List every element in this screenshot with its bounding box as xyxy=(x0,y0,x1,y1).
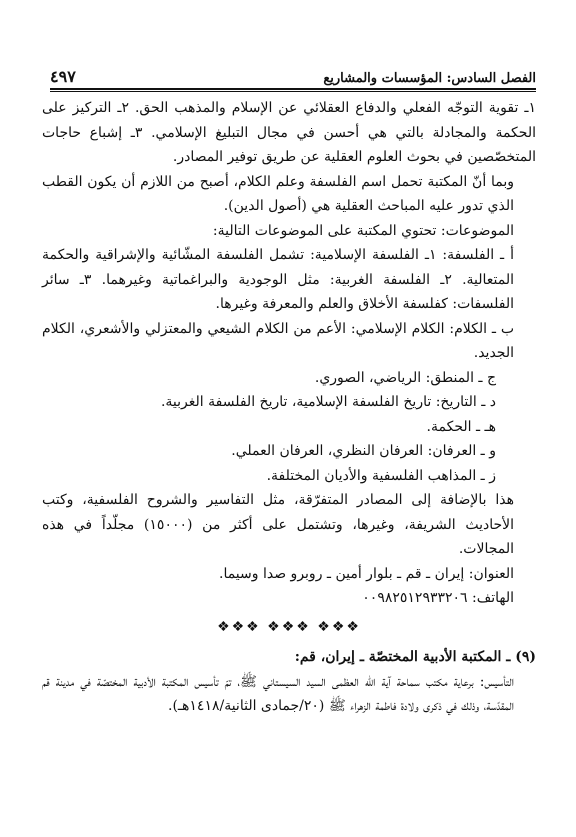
topic-logic: ج ـ المنطق: الرياضي، الصوري. xyxy=(314,369,496,386)
topic-history: د ـ التاريخ: تاريخ الفلسفة الإسلامية، تاريخ الفلسفة الغربية. xyxy=(160,394,496,410)
page-number: ٤٩٧ xyxy=(50,67,76,86)
chapter-title: الفصل السادس: المؤسسات والمشاريع xyxy=(323,71,536,86)
section-9-founding: التأسيس: برعاية مكتب سماحة آية الله العظمى السيد السيستاني ﷺ، تمّ تأسيس المكتبة الأدبية المختصّة في مدينة قم المقدّسة، وذلك في ذكرى ولادة فاطمة الزهراء ﷺ (٢٠/جمادى الثانية/١٤١٨هـ). xyxy=(42,673,514,714)
sources-paragraph: هذا بالإضافة إلى المصادر المتفرّقة، مثل التفاسير والشروح الفلسفية، وكتب الأحاديث الشريفة، وغيرها، وتشتمل على أكثر من (١٥٠٠٠) مجلّداً في هذه المجالات. xyxy=(42,492,514,557)
body-text xyxy=(42,96,536,719)
goals-paragraph: ١ـ تقوية التوجّه الفعلي والدفاع العقلائي عن الإسلام والمذهب الحق. ٢ـ التركيز على الحكمة والمجادلة بالتي هي أحسن في مجال التبليغ الإسلامي. ٣ـ إشباع حاجات المتخصّصين في بحوث العلوم العقلية عن طريق توفير المصادر. xyxy=(42,100,536,165)
topic-religions: ز ـ المذاهب الفلسفية والأديان المختلفة. xyxy=(266,467,496,484)
section-9-title: (٩) ـ المكتبة الأدبية المختصّة ـ إيران، قم: xyxy=(294,649,536,665)
header-rule-thin xyxy=(50,91,536,92)
topic-kalam: ب ـ الكلام: الكلام الإسلامي: الأعم من الكلام الشيعي والمعتزلي والأشعري، الكلام الجديد. xyxy=(42,320,514,361)
topic-wisdom: هـ ـ الحكمة. xyxy=(426,418,496,435)
page-header xyxy=(50,60,536,86)
section-separator: ❖❖❖ ❖❖❖ ❖❖❖ xyxy=(217,618,361,635)
address-line: العنوان: إيران ـ قم ـ بلوار أمين ـ روبرو صدا وسيما. xyxy=(219,565,514,582)
phone-line: الهاتف: ٠٠٩٨٢٥١٢٩٣٣٢٠٦ xyxy=(362,590,514,606)
topics-intro: الموضوعات: تحتوي المكتبة على الموضوعات التالية: xyxy=(212,222,514,239)
topic-philosophy: أ ـ الفلسفة: ١ـ الفلسفة الإسلامية: تشمل الفلسفة المشّائية والإشراقية والحكمة المتعالية. ٢ـ الفلسفة الغربية: مثل الوجودية والبراغماتية وغيرهما. ٣ـ سائر الفلسفات: كفلسفة الأخلاق والعلم والمعرفة وغيرها. xyxy=(42,247,515,312)
kalam-paragraph: وبما أنّ المكتبة تحمل اسم الفلسفة وعلم الكلام، أصبح من اللازم أن يكون القطب الذي تدور عليه المباحث العقلية هي (أصول الدين). xyxy=(42,173,514,214)
topic-irfan: و ـ العرفان: العرفان النظري، العرفان العملي. xyxy=(231,443,496,459)
header-rule xyxy=(50,88,536,90)
